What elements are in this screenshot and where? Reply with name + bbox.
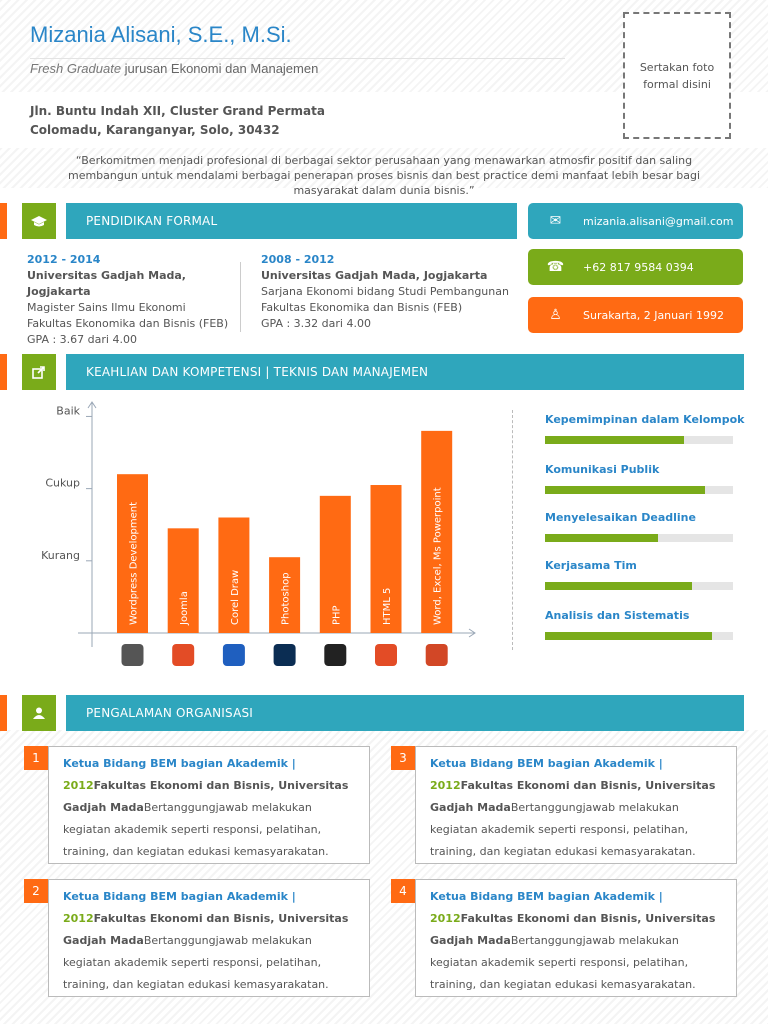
organization-name: Fakultas Ekonomi dan Bisnis, Universitas Gadjah Mada [63,912,349,947]
bar-label: Wordpress Development [128,501,140,625]
organization-description: Bertanggungjawab melakukan kegiatan akademik seperti responsi, pelatihan, training, dan kegiatan edukasi kemasyarakatan. [63,801,329,858]
bar-label: Word, Excel, Ms Powerpoint [432,487,444,625]
soft-skill-bar-fill [545,486,705,494]
subtitle-italic: Fresh Graduate [30,61,122,76]
envelope-icon: ✉ [549,213,562,229]
soft-skill-bar [545,632,733,640]
education-gpa: GPA : 3.67 dari 4.00 [27,333,137,346]
organization-number-badge: 3 [391,746,415,770]
phone-icon: ☎ [546,259,565,275]
soft-skill-bar [545,534,733,542]
soft-skill-bar [545,582,733,590]
skills-section-icon [22,354,56,390]
bar-label: HTML 5 [382,587,393,625]
organization-section-header: PENGALAMAN ORGANISASI [66,695,744,731]
organization-card [48,879,370,997]
education-school: Universitas Gadjah Mada, Jogjakarta [261,269,488,282]
organization-role: Ketua Bidang BEM bagian Akademik [430,757,655,770]
organization-year: 2012 [430,912,461,925]
education-school: Universitas Gadjah Mada, Jogjakarta [27,269,186,298]
address-line-1: Jln. Buntu Indah XII, Cluster Grand Permata [30,104,325,118]
organization-description: Bertanggungjawab melakukan kegiatan akademik seperti responsi, pelatihan, training, dan kegiatan edukasi kemasyarakatan. [430,934,696,991]
technical-skills-chart [0,392,500,682]
organization-year: 2012 [63,912,94,925]
soft-skill-label: Menyelesaikan Deadline [545,511,696,524]
organization-number-badge: 1 [24,746,48,770]
bar-label: Corel Draw [229,569,241,625]
y-tick-label: Baik [56,404,80,418]
subtitle-rest: jurusan Ekonomi dan Manajemen [121,61,319,76]
organization-separator: | [287,890,296,903]
education-degree: Sarjana Ekonomi bidang Studi Pembangunan [261,285,509,298]
education-section-header: PENDIDIKAN FORMAL [66,203,517,239]
wordpress-icon [122,644,144,666]
soft-skill-bar [545,436,733,444]
soft-skill-bar [545,486,733,494]
organization-number-badge: 2 [24,879,48,903]
organization-role: Ketua Bidang BEM bagian Akademik [430,890,655,903]
skills-accent [0,354,7,390]
organization-role: Ketua Bidang BEM bagian Akademik [63,890,288,903]
organization-name: Fakultas Ekonomi dan Bisnis, Universitas Gadjah Mada [63,779,349,814]
education-years: 2008 - 2012 [261,253,335,266]
email-pill[interactable] [528,203,743,239]
organization-year: 2012 [430,779,461,792]
php-icon [324,644,346,666]
education-degree: Magister Sains Ilmu Ekonomi [27,301,186,314]
organization-card [48,746,370,864]
graduation-cap-icon [31,214,47,228]
education-accent [0,203,7,239]
bar-label: PHP [331,605,343,625]
html5-icon [375,644,397,666]
photoshop-icon [274,644,296,666]
coreldraw-icon [223,644,245,666]
education-divider [240,262,241,332]
ms-office-icon [426,644,448,666]
phone-pill[interactable] [528,249,743,285]
person-icon: ♙ [549,307,562,323]
organization-description: Bertanggungjawab melakukan kegiatan akademik seperti responsi, pelatihan, training, dan kegiatan edukasi kemasyarakatan. [63,934,329,991]
education-section-icon [22,203,56,239]
soft-skills-divider [512,410,513,650]
organization-name: Fakultas Ekonomi dan Bisnis, Universitas Gadjah Mada [430,779,716,814]
education-item-1 [27,253,237,348]
share-icon [32,365,46,379]
education-years: 2012 - 2014 [27,253,101,266]
soft-skill-bar-fill [545,534,658,542]
organization-separator: | [287,757,296,770]
education-faculty: Fakultas Ekonomika dan Bisnis (FEB) [27,317,229,330]
birth-pill [528,297,743,333]
soft-skill-label: Analisis dan Sistematis [545,609,690,622]
organization-separator: | [654,890,663,903]
organization-description: Bertanggungjawab melakukan kegiatan akademik seperti responsi, pelatihan, training, dan kegiatan edukasi kemasyarakatan. [430,801,696,858]
organization-name: Fakultas Ekonomi dan Bisnis, Universitas Gadjah Mada [430,912,716,947]
candidate-name: Mizania Alisani, S.E., M.Si. [30,22,292,47]
organization-card [415,879,737,997]
education-faculty: Fakultas Ekonomika dan Bisnis (FEB) [261,301,463,314]
organization-number-badge: 4 [391,879,415,903]
education-item-2 [261,253,511,332]
phone-text: +62 817 9584 0394 [583,260,694,274]
birth-text: Surakarta, 2 Januari 1992 [583,308,724,322]
soft-skill-label: Komunikasi Publik [545,463,660,476]
address-line-2: Colomadu, Karanganyar, Solo, 30432 [30,123,280,137]
organization-separator: | [654,757,663,770]
skills-section-header: KEAHLIAN DAN KOMPETENSI | TEKNIS DAN MANAJEMEN [66,354,744,390]
email-text: mizania.alisani@gmail.com [583,214,734,228]
career-quote: “Berkomitmen menjadi profesional di berbagai sektor perusahaan yang menawarkan atmosfir positif dan saling membangun untuk mendalami berbagai penerapan proses bisnis dan best practice demi manfaat lebih besar bagi masyarakat dalam dunia bisnis.” [67,154,700,197]
y-tick-label: Cukup [45,476,80,490]
soft-skill-label: Kerjasama Tim [545,559,637,572]
organization-accent [0,695,7,731]
candidate-subtitle [30,61,318,76]
organization-card [415,746,737,864]
header-divider [30,58,565,59]
bar-label: Joomla [179,591,191,625]
user-icon [33,707,45,719]
soft-skill-bar-fill [545,632,712,640]
soft-skill-bar-fill [545,582,692,590]
education-gpa: GPA : 3.32 dari 4.00 [261,317,371,330]
soft-skill-bar-fill [545,436,684,444]
organization-year: 2012 [63,779,94,792]
soft-skill-label: Kepemimpinan dalam Kelompok [545,413,745,426]
joomla-icon [172,644,194,666]
y-tick-label: Kurang [41,548,80,562]
organization-section-icon [22,695,56,731]
photo-placeholder[interactable]: Sertakan foto formal disini [623,12,731,139]
bar-label: Photoshop [280,572,292,625]
organization-role: Ketua Bidang BEM bagian Akademik [63,757,288,770]
